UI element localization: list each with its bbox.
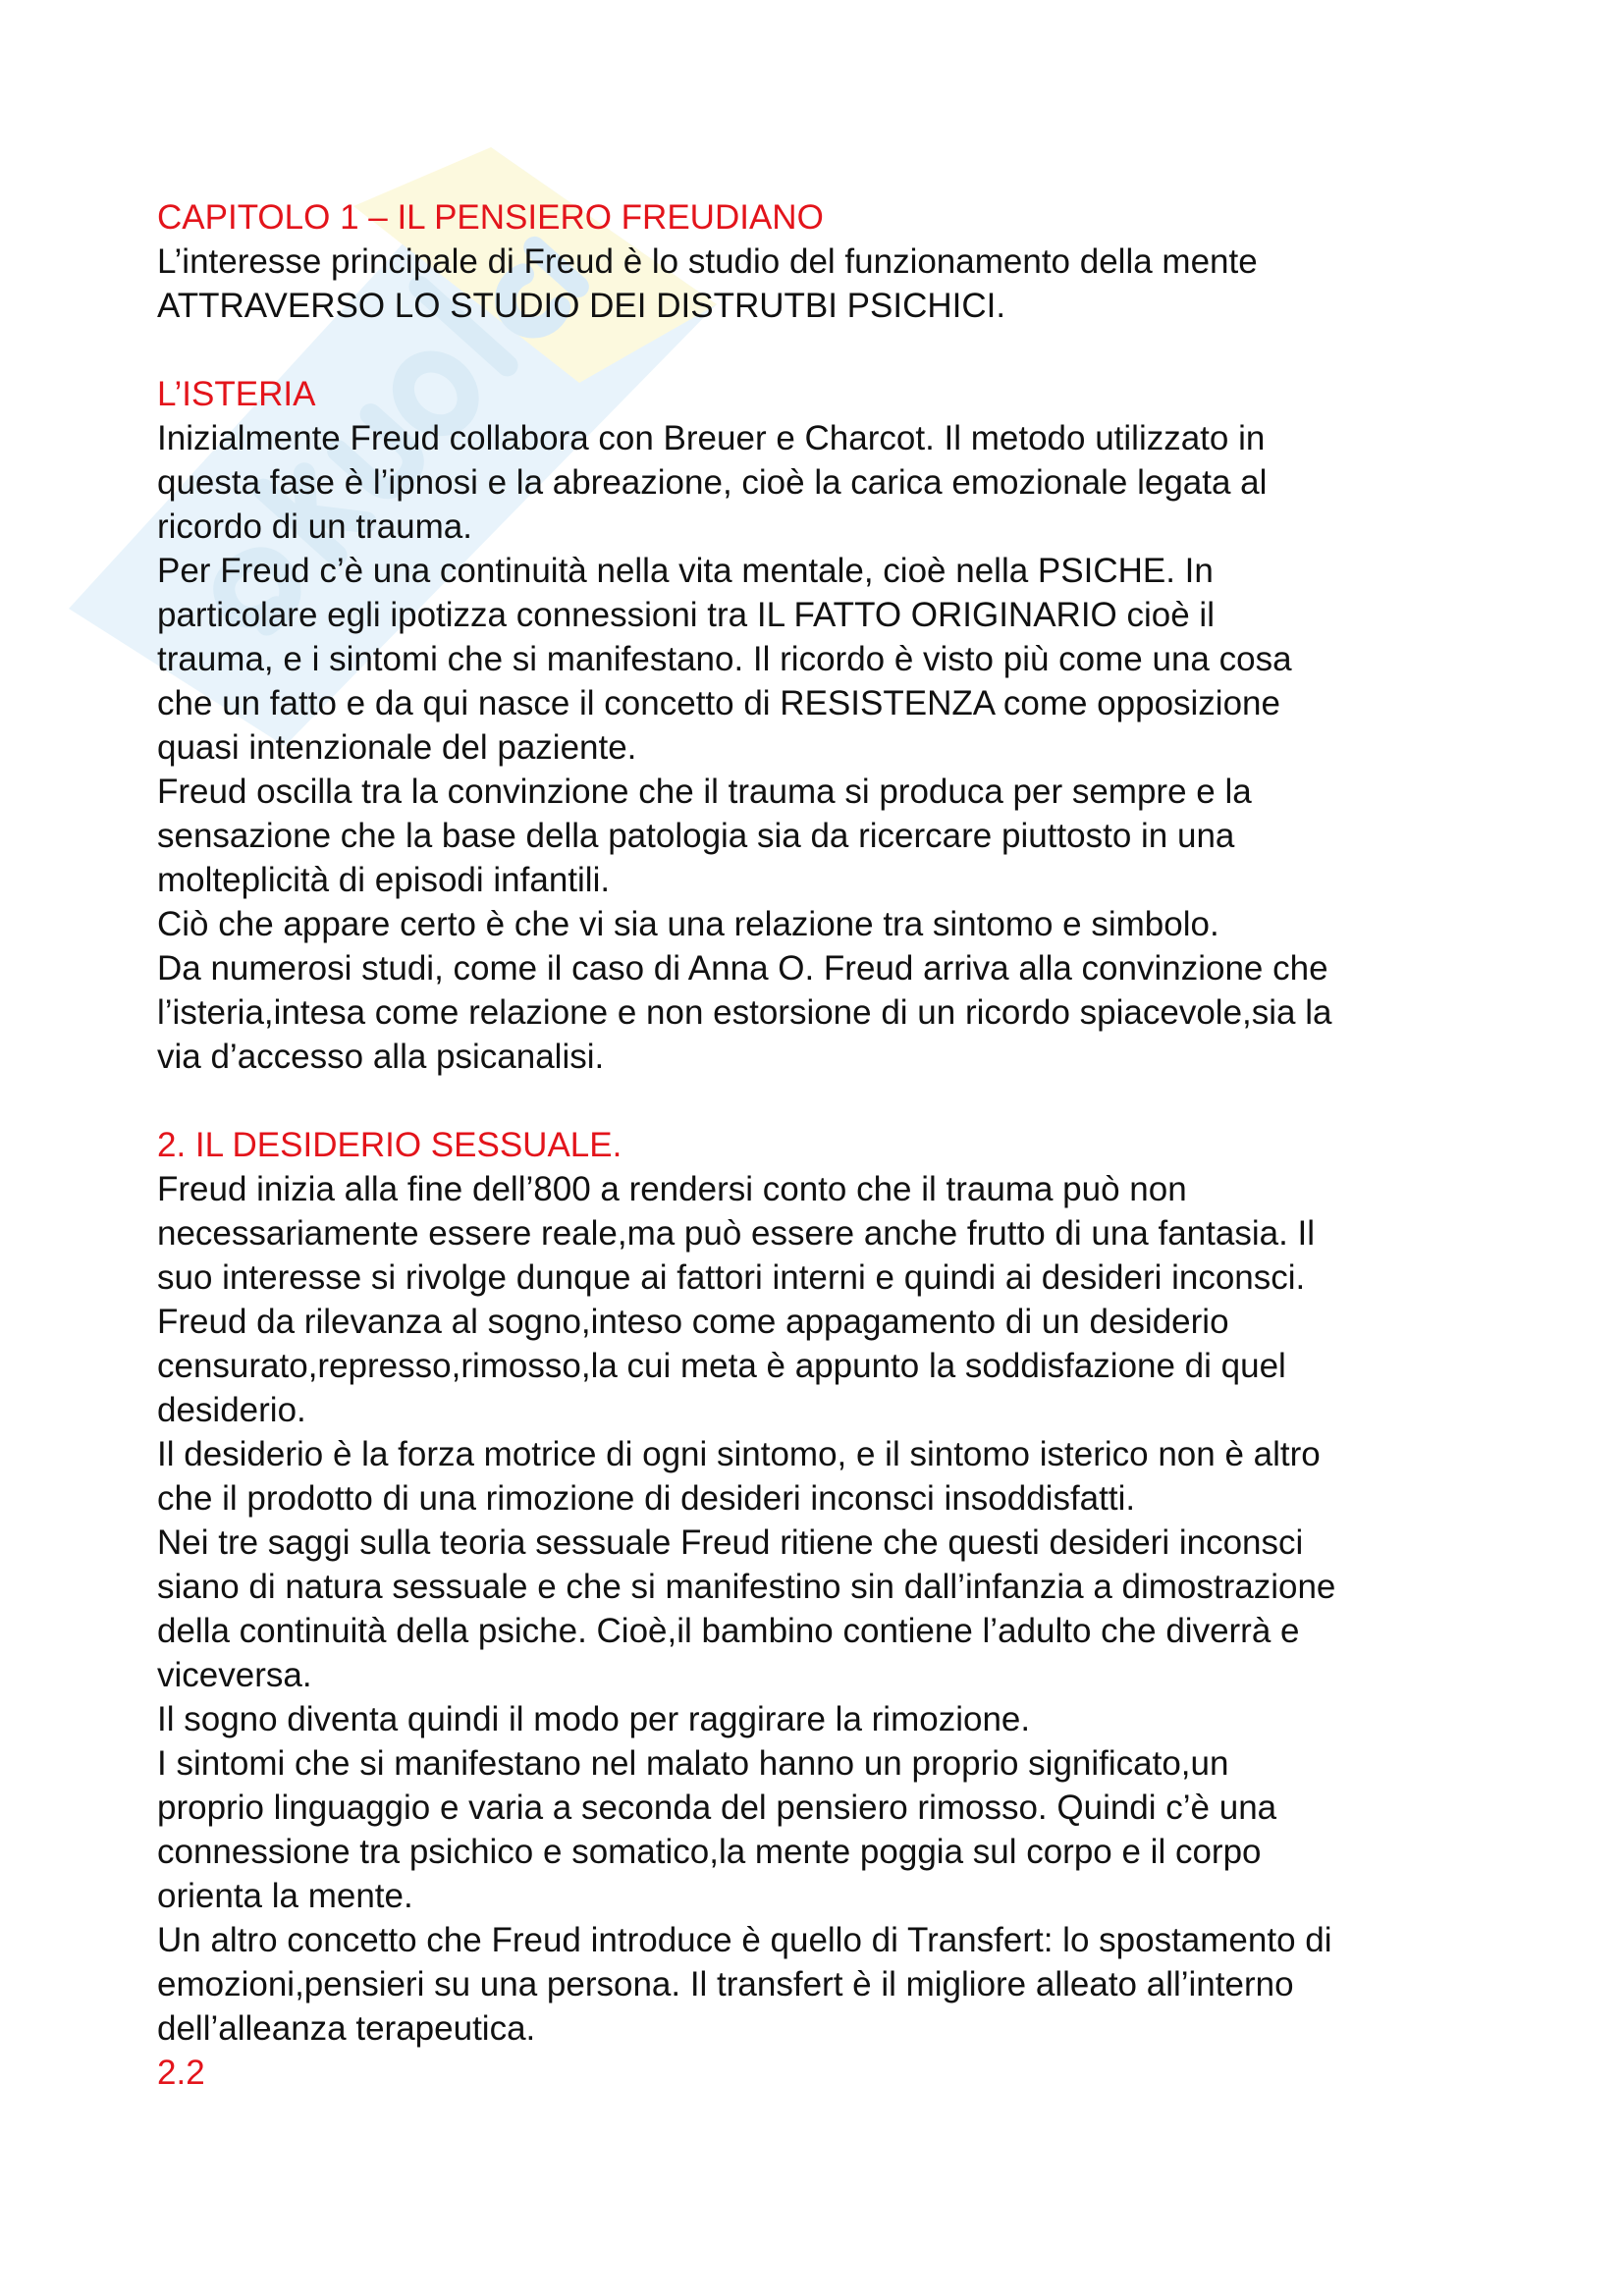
paragraph-line: Freud oscilla tra la convinzione che il trauma si produca per sempre e la	[157, 773, 1252, 811]
paragraph-line: L’interesse principale di Freud è lo studio del funzionamento della mente	[157, 242, 1258, 281]
paragraph-line: suo interesse si rivolge dunque ai fattori interni e quindi ai desideri inconsci.	[157, 1258, 1306, 1297]
paragraph-line: emozioni,pensieri su una persona. Il transfert è il migliore alleato all’interno	[157, 1965, 1294, 2003]
paragraph-line: sensazione che la base della patologia sia da ricercare piuttosto in una	[157, 817, 1235, 855]
paragraph-line: via d’accesso alla psicanalisi.	[157, 1038, 605, 1076]
section-heading: 2. IL DESIDERIO SESSUALE.	[157, 1126, 622, 1164]
paragraph-line: questa fase è l’ipnosi e la abreazione, cioè la carica emozionale legata al	[157, 463, 1268, 502]
paragraph-line: Per Freud c’è una continuità nella vita mentale, cioè nella PSICHE. In	[157, 552, 1214, 590]
paragraph-line: dell’alleanza terapeutica.	[157, 2009, 536, 2048]
paragraph-line: Freud da rilevanza al sogno,inteso come appagamento di un desiderio	[157, 1303, 1229, 1341]
paragraph-line: siano di natura sessuale e che si manifestino sin dall’infanzia a dimostrazione	[157, 1568, 1336, 1606]
document-body	[157, 195, 1335, 2095]
paragraph-line: l’isteria,intesa come relazione e non estorsione di un ricordo spiacevole,sia la	[157, 993, 1332, 1032]
section-heading: CAPITOLO 1 – IL PENSIERO FREUDIANO	[157, 198, 824, 237]
paragraph-line: Un altro concetto che Freud introduce è quello di Transfert: lo spostamento di	[157, 1921, 1332, 1959]
paragraph-line: desiderio.	[157, 1391, 306, 1429]
paragraph-line: quasi intenzionale del paziente.	[157, 728, 637, 767]
paragraph-line: connessione tra psichico e somatico,la mente poggia sul corpo e il corpo	[157, 1833, 1262, 1871]
paragraph-line: Il desiderio è la forza motrice di ogni sintomo, e il sintomo isterico non è altro	[157, 1435, 1321, 1473]
blank-line	[157, 328, 1335, 372]
section-heading: L’ISTERIA	[157, 375, 316, 413]
paragraph-line: particolare egli ipotizza connessioni tra IL FATTO ORIGINARIO cioè il	[157, 596, 1215, 634]
paragraph-line: della continuità della psiche. Cioè,il bambino contiene l’adulto che diverrà e	[157, 1612, 1300, 1650]
paragraph-line: censurato,represso,rimosso,la cui meta è appunto la soddisfazione di quel	[157, 1347, 1286, 1385]
paragraph-line: I sintomi che si manifestano nel malato hanno un proprio significato,un	[157, 1744, 1229, 1783]
paragraph-line: orienta la mente.	[157, 1877, 413, 1915]
paragraph-line: Il sogno diventa quindi il modo per raggirare la rimozione.	[157, 1700, 1031, 1738]
paragraph-line: necessariamente essere reale,ma può essere anche frutto di una fantasia. Il	[157, 1214, 1316, 1253]
blank-line	[157, 1079, 1335, 1123]
paragraph-line: Ciò che appare certo è che vi sia una relazione tra sintomo e simbolo.	[157, 905, 1219, 943]
paragraph-line: proprio linguaggio e varia a seconda del pensiero rimosso. Quindi c’è una	[157, 1789, 1277, 1827]
paragraph-line: che il prodotto di una rimozione di desideri inconsci insoddisfatti.	[157, 1479, 1136, 1518]
paragraph-line: Da numerosi studi, come il caso di Anna O. Freud arriva alla convinzione che	[157, 949, 1328, 988]
paragraph-line: Inizialmente Freud collabora con Breuer e Charcot. Il metodo utilizzato in	[157, 419, 1266, 457]
paragraph-line: Nei tre saggi sulla teoria sessuale Freud ritiene che questi desideri inconsci	[157, 1523, 1304, 1562]
paragraph-line: ATTRAVERSO LO STUDIO DEI DISTRUTBI PSICHICI.	[157, 287, 1006, 325]
paragraph-line: viceversa.	[157, 1656, 312, 1694]
paragraph-line: Freud inizia alla fine dell’800 a rendersi conto che il trauma può non	[157, 1170, 1187, 1208]
section-heading: 2.2	[157, 2054, 205, 2092]
paragraph-line: molteplicità di episodi infantili.	[157, 861, 611, 899]
paragraph-line: ricordo di un trauma.	[157, 507, 472, 546]
paragraph-line: trauma, e i sintomi che si manifestano. Il ricordo è visto più come una cosa	[157, 640, 1292, 678]
paragraph-line: che un fatto e da qui nasce il concetto di RESISTENZA come opposizione	[157, 684, 1280, 722]
